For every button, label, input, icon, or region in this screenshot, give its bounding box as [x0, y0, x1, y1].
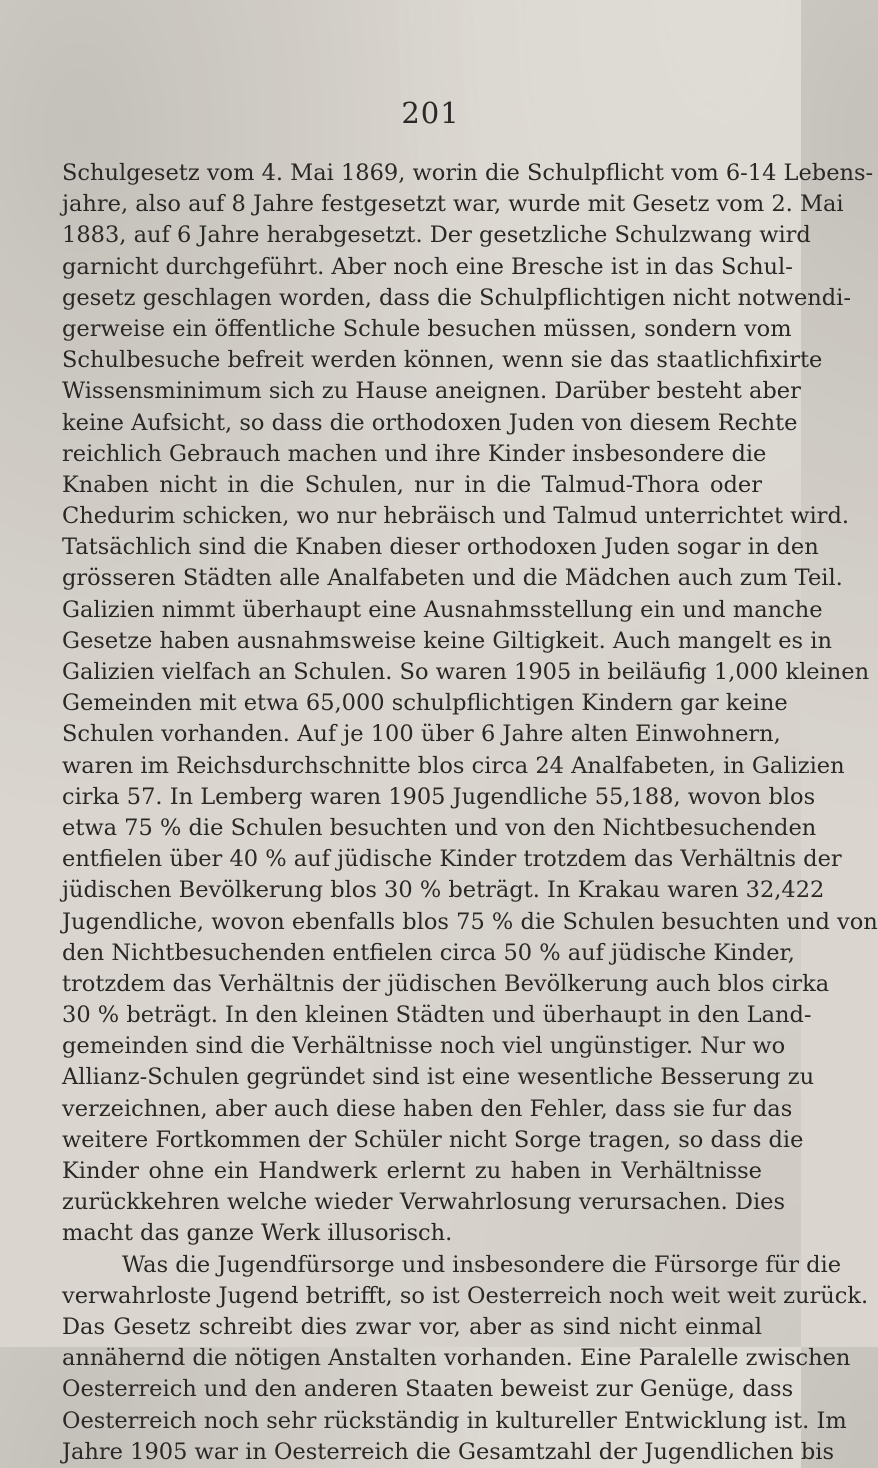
- text-line: Galizien vielfach an Schulen. So waren 1905 in beiläufig 1,000 kleinen: [62, 659, 870, 685]
- text-line: Jugendliche, wovon ebenfalls blos 75 % die Schulen besuchten und von: [62, 908, 878, 935]
- text-line: Tatsächlich sind die Knaben dieser orthodoxen Juden sogar in den: [62, 534, 819, 561]
- text-line: weitere Fortkommen der Schüler nicht Sorge tragen, so dass die: [62, 1126, 804, 1153]
- text-line: Gemeinden mit etwa 65,000 schulpflichtigen Kindern gar keine: [62, 690, 788, 717]
- text-line: Allianz-Schulen gegründet sind ist eine wesentliche Besserung zu: [62, 1064, 815, 1091]
- text-line: grösseren Städten alle Analfabeten und die Mädchen auch zum Teil.: [62, 565, 843, 592]
- text-line: Kinder ohne ein Handwerk erlernt zu haben in Verhältnisse: [62, 1158, 762, 1184]
- text-line: Schulgesetz vom 4. Mai 1869, worin die Schulpflicht vom 6-14 Lebens-: [62, 160, 874, 186]
- text-line: etwa 75 % die Schulen besuchten und von den Nichtbesuchenden: [62, 814, 817, 841]
- text-line: reichlich Gebrauch machen und ihre Kinder insbesondere die: [62, 440, 767, 467]
- text-line: Schulbesuche befreit werden können, wenn sie das staatlichfixirte: [62, 347, 823, 374]
- text-line: den Nichtbesuchenden entfielen circa 50 % auf jüdische Kinder,: [62, 939, 795, 966]
- text-line: entfielen über 40 % auf jüdische Kinder trotzdem das Verhältnis der: [62, 846, 842, 873]
- text-line: gemeinden sind die Verhältnisse noch viel ungünstiger. Nur wo: [62, 1033, 786, 1060]
- text-line: gesetz geschlagen worden, dass die Schulpflichtigen nicht notwendi-: [62, 284, 851, 311]
- text-line: jüdischen Bevölkerung blos 30 % beträgt. In Krakau waren 32,422: [62, 877, 825, 904]
- text-line: Chedurim schicken, wo nur hebräisch und Talmud unterrichtet wird.: [62, 503, 849, 530]
- text-line: garnicht durchgeführt. Aber noch eine Bresche ist in das Schul-: [62, 253, 793, 280]
- text-line: zurückkehren welche wieder Verwahrlosung verursachen. Dies: [62, 1189, 785, 1216]
- text-line: 1883, auf 6 Jahre herabgesetzt. Der gesetzliche Schulzwang wird: [62, 222, 811, 249]
- text-line: Gesetze haben ausnahmsweise keine Giltigkeit. Auch mangelt es in: [62, 627, 832, 654]
- body-text: [62, 158, 878, 1468]
- text-line: jahre, also auf 8 Jahre festgesetzt war, wurde mit Gesetz vom 2. Mai: [62, 191, 844, 218]
- text-line: gerweise ein öffentliche Schule besuchen müssen, sondern vom: [62, 315, 792, 342]
- text-line: Oesterreich und den anderen Staaten beweist zur Genüge, dass: [62, 1376, 794, 1403]
- text-line: waren im Reichsdurchschnitte blos circa 24 Analfabeten, in Galizien: [62, 752, 845, 779]
- text-line: verzeichnen, aber auch diese haben den Fehler, dass sie fur das: [62, 1095, 793, 1122]
- text-line: Das Gesetz schreibt dies zwar vor, aber as sind nicht einmal: [62, 1313, 762, 1340]
- text-line: Galizien nimmt überhaupt eine Ausnahmsstellung ein und manche: [62, 596, 823, 623]
- text-line: Oesterreich noch sehr rückständig in kultureller Entwicklung ist. Im: [62, 1407, 847, 1434]
- page-number: 201: [401, 96, 460, 130]
- text-line: cirka 57. In Lemberg waren 1905 Jugendliche 55,188, wovon blos: [62, 783, 816, 810]
- text-line: Jahre 1905 war in Oesterreich die Gesamtzahl der Jugendlichen bis: [62, 1438, 835, 1465]
- text-line: Wissensminimum sich zu Hause aneignen. Darüber besteht aber: [62, 378, 801, 405]
- text-line: annähernd die nötigen Anstalten vorhanden. Eine Paralelle zwischen: [62, 1345, 851, 1372]
- text-line: verwahrloste Jugend betrifft, so ist Oesterreich noch weit weit zurück.: [62, 1282, 869, 1309]
- text-line: trotzdem das Verhältnis der jüdischen Bevölkerung auch blos cirka: [62, 970, 830, 997]
- text-line: Was die Jugendfürsorge und insbesondere die Fürsorge für die: [122, 1251, 842, 1278]
- text-line: Knaben nicht in die Schulen, nur in die Talmud-Thora oder: [62, 471, 762, 498]
- text-line: Schulen vorhanden. Auf je 100 über 6 Jahre alten Einwohnern,: [62, 721, 781, 748]
- text-line: keine Aufsicht, so dass die orthodoxen Juden von diesem Rechte: [62, 409, 798, 436]
- text-line: 30 % beträgt. In den kleinen Städten und überhaupt in den Land-: [62, 1002, 812, 1029]
- text-line: macht das ganze Werk illusorisch.: [62, 1220, 453, 1247]
